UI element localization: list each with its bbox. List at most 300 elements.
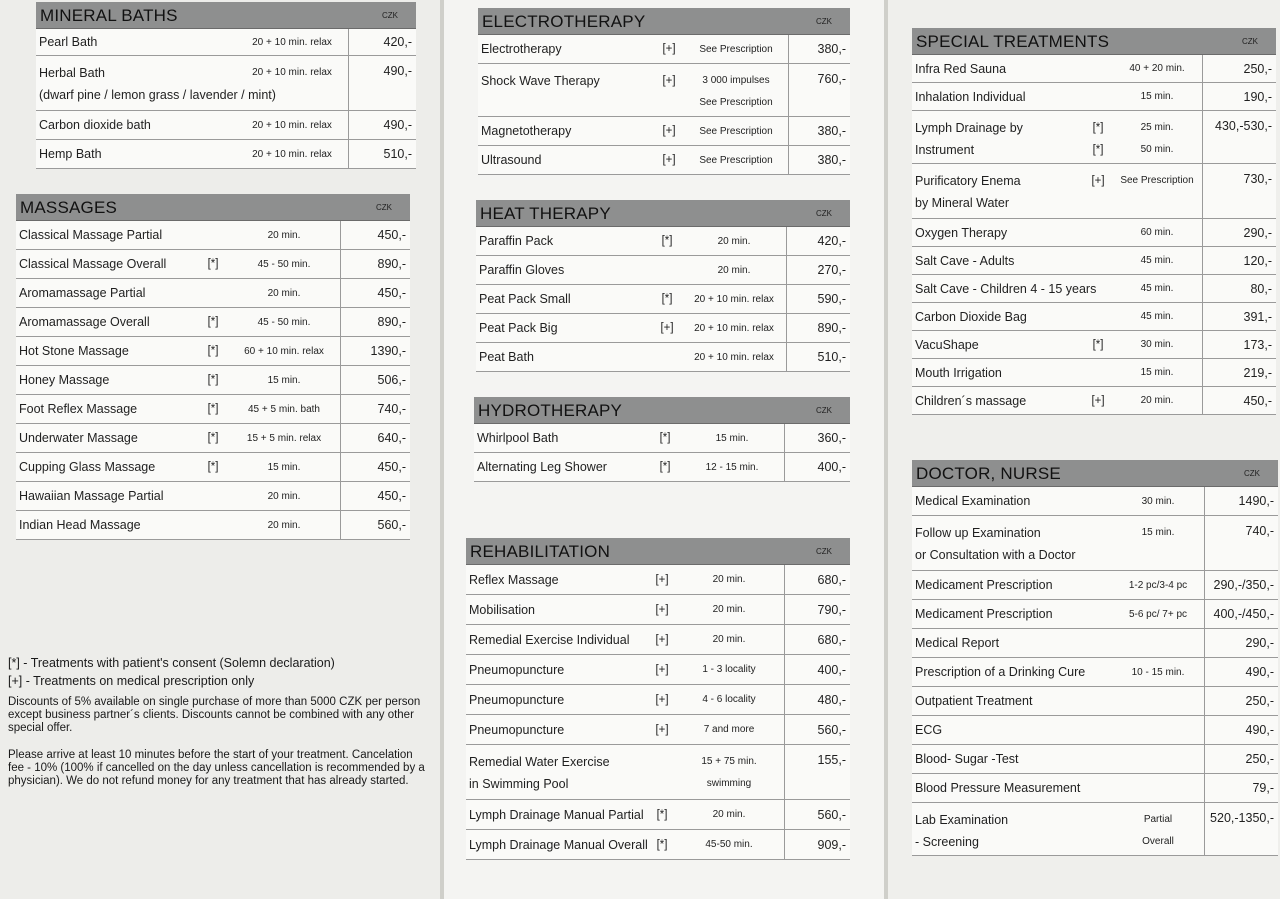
price-row xyxy=(912,219,1276,247)
treatment-price: 250,- xyxy=(1204,687,1278,715)
price-row xyxy=(912,164,1276,219)
treatment-duration: 45 min. xyxy=(1140,255,1174,266)
treatment-mark: [+] xyxy=(662,75,676,87)
section-header xyxy=(912,460,1278,487)
treatment-name: Indian Head Massage xyxy=(19,518,141,532)
treatment-duration: 20 + 10 min. relax xyxy=(252,36,332,48)
treatment-name: Peat Pack Small xyxy=(479,292,571,306)
treatment-price: 490,- xyxy=(1204,716,1278,744)
treatment-name xyxy=(466,745,650,795)
price-row xyxy=(912,658,1278,687)
treatment-duration: 20 min. xyxy=(267,519,301,531)
treatment-price: 890,- xyxy=(340,250,410,278)
hydrotherapy-rows xyxy=(474,424,850,482)
treatment-name: Mouth Irrigation xyxy=(915,365,1002,380)
treatment-name-line1: Purificatory Enema xyxy=(915,174,1021,188)
treatment-name: Salt Cave - Children 4 - 15 years xyxy=(915,281,1097,296)
treatment-mark: [*] xyxy=(207,403,219,415)
price-row xyxy=(912,774,1278,803)
price-row xyxy=(912,516,1278,571)
price-row xyxy=(478,146,850,175)
treatment-price: 490,- xyxy=(348,56,416,110)
treatment-duration: 12 - 15 min. xyxy=(705,461,759,473)
treatment-name xyxy=(912,803,1112,853)
price-row xyxy=(16,424,410,453)
treatment-price: 790,- xyxy=(784,595,850,624)
price-row xyxy=(466,565,850,595)
section-title: DOCTOR, NURSE xyxy=(916,464,1061,483)
treatment-duration: 15 min. xyxy=(267,461,301,473)
treatment-duration: 20 + 10 min. relax xyxy=(252,67,332,78)
price-row xyxy=(912,359,1276,387)
treatment-name-line1: Lymph Drainage by xyxy=(915,121,1023,135)
treatment-duration: 30 min. xyxy=(1140,339,1174,350)
heat-therapy-section xyxy=(476,200,850,372)
treatment-name: Classical Massage Overall xyxy=(19,257,167,271)
section-header xyxy=(476,200,850,227)
treatment-price: 560,- xyxy=(784,800,850,829)
section-title: MINERAL BATHS xyxy=(40,6,178,25)
treatment-price: 760,- xyxy=(788,64,850,116)
treatment-price: 250,- xyxy=(1204,745,1278,773)
treatment-price: 490,- xyxy=(1204,658,1278,686)
treatment-price: 510,- xyxy=(348,140,416,168)
treatment-price: 400,- xyxy=(784,453,850,481)
treatment-mark: [+] xyxy=(1091,394,1105,407)
section-title: HEAT THERAPY xyxy=(480,204,611,223)
price-row xyxy=(16,511,410,540)
price-row xyxy=(912,687,1278,716)
treatment-price: 560,- xyxy=(340,511,410,539)
price-row xyxy=(16,482,410,511)
treatment-duration: 5-6 pc/ 7+ pc xyxy=(1128,608,1188,620)
treatment-mark: [+] xyxy=(655,633,669,646)
treatment-name-line1: Lab Examination xyxy=(915,813,1009,827)
treatment-price xyxy=(1204,803,1278,855)
treatment-duration-line1: 25 min. xyxy=(1140,122,1174,133)
price-row xyxy=(912,629,1278,658)
treatment-mark: [*] xyxy=(1092,338,1104,351)
currency-label: CZK xyxy=(816,17,832,26)
treatment-price: 640,- xyxy=(340,424,410,452)
treatment-price: 400,- xyxy=(784,655,850,684)
treatment-mark: [*] xyxy=(659,432,671,444)
treatment-price xyxy=(1202,111,1276,163)
treatment-duration: 30 min. xyxy=(1141,495,1175,507)
currency-label: CZK xyxy=(1244,469,1260,478)
treatment-mark: [*] xyxy=(207,432,219,444)
treatment-name: Underwater Massage xyxy=(19,431,138,445)
price-row xyxy=(912,303,1276,331)
price-row xyxy=(474,424,850,453)
treatment-duration: 20 + 10 min. relax xyxy=(694,322,774,334)
treatment-duration: 15 min. xyxy=(1141,527,1175,538)
price-row xyxy=(912,275,1276,303)
section-header xyxy=(466,538,850,565)
doctor-nurse-section xyxy=(912,460,1278,856)
treatment-mark: [*] xyxy=(207,345,219,357)
electrotherapy-section xyxy=(478,8,850,175)
treatment-duration: 20 min. xyxy=(717,235,751,247)
treatment-duration: 1 - 3 locality xyxy=(702,664,756,675)
section-title: MASSAGES xyxy=(20,198,118,217)
treatment-price: 590,- xyxy=(786,285,850,313)
section-title: SPECIAL TREATMENTS xyxy=(916,32,1110,51)
treatment-name: Medicament Prescription xyxy=(915,607,1053,621)
currency-label: CZK xyxy=(816,209,832,218)
treatment-duration: 45 min. xyxy=(1140,311,1174,322)
price-row xyxy=(476,343,850,372)
treatment-price: 173,- xyxy=(1202,331,1276,358)
treatment-price: 79,- xyxy=(1204,774,1278,802)
treatment-duration: See Prescription xyxy=(699,43,773,55)
treatment-duration-line2: swimming xyxy=(706,778,752,789)
treatment-duration: 15 + 5 min. relax xyxy=(246,432,322,444)
price-row xyxy=(478,64,850,117)
treatment-price-line1: 520,- xyxy=(1210,811,1239,825)
price-row xyxy=(466,830,850,860)
price-row xyxy=(16,453,410,482)
treatment-mark: [*] xyxy=(659,461,671,473)
fold-line xyxy=(440,0,444,899)
price-row xyxy=(466,800,850,830)
treatment-name: Mobilisation xyxy=(469,602,536,617)
treatment-name: Classical Massage Partial xyxy=(19,228,163,242)
treatment-name: Magnetotherapy xyxy=(481,124,572,138)
treatment-duration: 45 - 50 min. xyxy=(257,258,311,270)
treatment-duration: 45 + 5 min. bath xyxy=(248,403,320,415)
treatment-duration: 20 min. xyxy=(267,229,301,241)
treatment-duration: 20 min. xyxy=(712,604,746,615)
price-row xyxy=(36,56,416,111)
treatment-mark xyxy=(1084,111,1112,161)
treatment-duration: 15 min. xyxy=(715,432,749,444)
treatment-price: 890,- xyxy=(786,314,850,342)
treatment-mark: [+] xyxy=(662,43,676,55)
treatment-name: Hot Stone Massage xyxy=(19,344,129,358)
currency-label: CZK xyxy=(1242,37,1258,46)
treatment-name: Medicament Prescription xyxy=(915,578,1053,592)
duration-line1: 3 000 impulses xyxy=(702,75,770,86)
treatment-name: Reflex Massage xyxy=(469,572,559,587)
treatment-name: Salt Cave - Adults xyxy=(915,253,1015,268)
heat-therapy-rows xyxy=(476,227,850,372)
section-header xyxy=(478,8,850,35)
price-row xyxy=(476,285,850,314)
section-header xyxy=(36,2,416,29)
price-row xyxy=(16,250,410,279)
price-row xyxy=(912,83,1276,111)
treatment-duration: 20 min. xyxy=(717,264,751,276)
treatment-name: Infra Red Sauna xyxy=(915,61,1007,76)
hydrotherapy-section xyxy=(474,397,850,482)
section-title: HYDROTHERAPY xyxy=(478,401,623,420)
treatment-name-line2: by Mineral Water xyxy=(915,196,1010,210)
treatment-name: Lymph Drainage Manual Overall xyxy=(469,837,648,852)
treatment-name: Remedial Exercise Individual xyxy=(469,632,630,647)
treatment-duration: 20 + 10 min. relax xyxy=(252,119,332,131)
treatment-mark-line2: [*] xyxy=(1092,144,1104,156)
massages-rows xyxy=(16,221,410,540)
treatment-name: Aromamassage Partial xyxy=(19,286,146,300)
treatment-duration: See Prescription xyxy=(1120,175,1194,186)
price-row xyxy=(476,227,850,256)
price-row xyxy=(476,256,850,285)
treatment-duration: See Prescription xyxy=(699,125,773,137)
mineral-baths-section xyxy=(36,2,416,169)
treatment-price: 680,- xyxy=(784,625,850,654)
price-row xyxy=(466,745,850,800)
treatment-name: Oxygen Therapy xyxy=(915,225,1008,240)
treatment-price: 490,- xyxy=(348,111,416,139)
treatment-mark xyxy=(650,745,674,751)
treatment-mark: [+] xyxy=(655,723,669,736)
treatment-duration: 7 and more xyxy=(703,724,755,735)
treatment-name: Peat Bath xyxy=(479,350,534,364)
treatment-name: Aromamassage Overall xyxy=(19,315,150,329)
treatment-duration: 60 + 10 min. relax xyxy=(244,345,324,357)
treatment-duration: 40 + 20 min. xyxy=(1129,63,1185,74)
price-row xyxy=(16,221,410,250)
price-row xyxy=(16,395,410,424)
treatment-price: 450,- xyxy=(340,279,410,307)
treatment-name-line2: Instrument xyxy=(915,143,975,157)
treatment-duration: 20 + 10 min. relax xyxy=(694,293,774,305)
price-row xyxy=(912,600,1278,629)
note-star: [*] - Treatments with patient's consent (Solemn declaration) xyxy=(8,656,335,670)
treatment-price: 420,- xyxy=(786,227,850,255)
treatment-price: 290,-/350,- xyxy=(1204,571,1278,599)
treatment-mark: [+] xyxy=(662,125,676,137)
treatment-duration: 10 - 15 min. xyxy=(1131,666,1185,678)
duration-line2: See Prescription xyxy=(699,97,773,108)
treatment-name: Pearl Bath xyxy=(39,35,98,49)
treatment-duration: 15 min. xyxy=(1140,91,1174,102)
treatment-price: 730,- xyxy=(1202,164,1276,218)
treatment-name: Ultrasound xyxy=(481,153,542,167)
treatment-price: 80,- xyxy=(1202,275,1276,302)
treatment-duration: 45 - 50 min. xyxy=(257,316,311,328)
treatment-duration: 20 min. xyxy=(1140,395,1174,406)
treatment-price: 450,- xyxy=(340,221,410,249)
treatment-name: Blood- Sugar -Test xyxy=(915,752,1019,766)
note-plus: [+] - Treatments on medical prescription only xyxy=(8,674,255,688)
price-row xyxy=(16,366,410,395)
treatment-name: Pneumopuncture xyxy=(469,722,565,737)
treatment-name xyxy=(912,111,1084,161)
note-discount: Discounts of 5% available on single purchase of more than 5000 CZK per person except business partner´s clients. Discounts cannot be combined with any other special offer. xyxy=(8,696,421,734)
price-row xyxy=(16,337,410,366)
note-arrival: Please arrive at least 10 minutes before the start of your treatment. Cancelation fee - 10% (100% if cancelled on the day unless cancellation is recommended by a physician). We do not refund money for any treatment that has already started. xyxy=(8,749,425,787)
price-row xyxy=(466,655,850,685)
treatment-price: 155,- xyxy=(784,745,850,799)
price-row xyxy=(476,314,850,343)
treatment-price: 506,- xyxy=(340,366,410,394)
price-row xyxy=(36,140,416,169)
treatment-mark-line1: [*] xyxy=(1092,122,1104,134)
treatment-mark: [+] xyxy=(655,693,669,706)
treatment-duration: See Prescription xyxy=(699,154,773,166)
price-row xyxy=(36,29,416,56)
treatment-mark xyxy=(216,56,236,62)
treatment-price: 360,- xyxy=(784,424,850,452)
treatment-mark: [+] xyxy=(660,322,674,334)
price-row xyxy=(912,571,1278,600)
treatment-name-line1: Follow up Examination xyxy=(915,526,1041,540)
treatment-name: Pneumopuncture xyxy=(469,662,565,677)
section-header xyxy=(16,194,410,221)
treatment-duration: 20 + 10 min. relax xyxy=(252,148,332,160)
treatment-name: Shock Wave Therapy xyxy=(481,74,600,88)
treatment-duration: 4 - 6 locality xyxy=(702,694,756,705)
treatment-name-line2: - Screening xyxy=(915,835,979,849)
treatment-name: VacuShape xyxy=(915,337,979,352)
treatment-duration: 20 min. xyxy=(267,287,301,299)
treatment-name: Medical Report xyxy=(915,636,1000,650)
treatment-price: 510,- xyxy=(786,343,850,371)
price-row xyxy=(912,111,1276,164)
section-title: ELECTROTHERAPY xyxy=(482,12,646,31)
price-row xyxy=(912,803,1278,856)
price-row xyxy=(912,716,1278,745)
currency-label: CZK xyxy=(382,11,398,20)
treatment-duration: 1-2 pc/3-4 pc xyxy=(1128,579,1188,591)
treatment-name: Hemp Bath xyxy=(39,147,102,161)
treatment-price: 400,-/450,- xyxy=(1204,600,1278,628)
treatment-duration-line2: 50 min. xyxy=(1140,144,1174,155)
treatment-name: Lymph Drainage Manual Partial xyxy=(469,807,644,822)
treatment-name xyxy=(36,56,276,106)
treatment-name xyxy=(912,164,1084,214)
treatment-name: Hawaiian Massage Partial xyxy=(19,489,164,503)
treatment-mark: [*] xyxy=(661,293,673,305)
rehabilitation-rows xyxy=(466,565,850,860)
treatment-price: 740,- xyxy=(340,395,410,423)
price-row xyxy=(466,625,850,655)
treatment-duration-line1: 15 + 75 min. xyxy=(701,756,757,767)
massages-section xyxy=(16,194,410,540)
treatment-price: 1490,- xyxy=(1204,487,1278,515)
treatment-name: Pneumopuncture xyxy=(469,692,565,707)
treatment-duration: 45-50 min. xyxy=(705,839,753,850)
treatment-name: Carbon Dioxide Bag xyxy=(915,309,1027,324)
treatment-name: Peat Pack Big xyxy=(479,321,558,335)
treatment-name-line1: Remedial Water Exercise xyxy=(469,755,610,769)
doctor-nurse-rows xyxy=(912,487,1278,856)
treatment-price: 290,- xyxy=(1204,629,1278,657)
treatment-duration: 20 + 10 min. relax xyxy=(694,351,774,363)
treatment-mark: [+] xyxy=(655,573,669,586)
treatment-name: ECG xyxy=(915,723,943,737)
treatment-name-line2: (dwarf pine / lemon grass / lavender / mint) xyxy=(39,88,276,102)
currency-label: CZK xyxy=(816,406,832,415)
treatment-name: Prescription of a Drinking Cure xyxy=(915,665,1086,679)
treatment-price: 391,- xyxy=(1202,303,1276,330)
price-row xyxy=(912,331,1276,359)
treatment-price: 680,- xyxy=(784,565,850,594)
special-treatments-section xyxy=(912,28,1276,415)
price-row xyxy=(466,715,850,745)
treatment-name: Honey Massage xyxy=(19,373,110,387)
treatment-duration: 15 min. xyxy=(1140,367,1174,378)
treatment-mark: [+] xyxy=(662,154,676,166)
price-row xyxy=(912,745,1278,774)
price-row xyxy=(912,487,1278,516)
treatment-duration xyxy=(1112,803,1204,853)
treatment-duration xyxy=(674,745,784,795)
treatment-duration: 60 min. xyxy=(1140,227,1174,238)
treatment-price: 120,- xyxy=(1202,247,1276,274)
treatment-duration: 45 min. xyxy=(1140,283,1174,294)
treatment-name-line2: in Swimming Pool xyxy=(469,777,569,791)
treatment-mark: [+] xyxy=(655,663,669,676)
treatment-price: 560,- xyxy=(784,715,850,744)
treatment-name: Foot Reflex Massage xyxy=(19,402,138,416)
treatment-price-line2: 530,- xyxy=(1243,119,1272,133)
currency-label: CZK xyxy=(376,203,392,212)
treatment-duration xyxy=(1112,111,1202,161)
treatment-duration: 20 min. xyxy=(267,490,301,502)
treatment-name: Inhalation Individual xyxy=(915,89,1026,104)
treatment-price: 740,- xyxy=(1204,516,1278,570)
treatment-price: 480,- xyxy=(784,685,850,714)
treatment-price: 420,- xyxy=(348,29,416,55)
treatment-name: Carbon dioxide bath xyxy=(39,118,151,132)
treatment-mark: [*] xyxy=(207,258,219,270)
treatment-name: Blood Pressure Measurement xyxy=(915,781,1081,795)
treatment-mark: [*] xyxy=(656,808,668,821)
treatment-price: 450,- xyxy=(340,482,410,510)
treatment-name: Electrotherapy xyxy=(481,42,562,56)
treatment-name-line2: or Consultation with a Doctor xyxy=(915,548,1076,562)
treatment-mark: [*] xyxy=(661,235,673,247)
treatment-price: 450,- xyxy=(1202,387,1276,414)
treatment-price: 890,- xyxy=(340,308,410,336)
treatment-name-line1: Herbal Bath xyxy=(39,66,106,80)
price-row xyxy=(478,35,850,64)
treatment-price: 380,- xyxy=(788,35,850,63)
treatment-name: Medical Examination xyxy=(915,494,1031,508)
treatment-name: Alternating Leg Shower xyxy=(477,460,607,474)
price-row xyxy=(16,308,410,337)
currency-label: CZK xyxy=(816,547,832,556)
treatment-duration: 20 min. xyxy=(712,574,746,585)
treatment-name: Cupping Glass Massage xyxy=(19,460,156,474)
treatment-price: 219,- xyxy=(1202,359,1276,386)
treatment-mark: [+] xyxy=(655,603,669,616)
fold-line xyxy=(884,0,888,899)
treatment-mark: [*] xyxy=(207,374,219,386)
treatment-name: Paraffin Pack xyxy=(479,234,554,248)
price-row xyxy=(912,387,1276,415)
treatment-name: Paraffin Gloves xyxy=(479,263,565,277)
price-row xyxy=(16,279,410,308)
treatment-price: 290,- xyxy=(1202,219,1276,246)
treatment-duration: 20 min. xyxy=(712,809,746,820)
rehabilitation-section xyxy=(466,538,850,860)
price-row xyxy=(466,595,850,625)
section-title: REHABILITATION xyxy=(470,542,611,561)
price-row xyxy=(912,55,1276,83)
treatment-price: 450,- xyxy=(340,453,410,481)
treatment-duration-line1: Partial xyxy=(1143,814,1173,825)
treatment-price: 250,- xyxy=(1202,55,1276,82)
treatment-name: Outpatient Treatment xyxy=(915,694,1033,708)
treatment-price: 270,- xyxy=(786,256,850,284)
treatment-duration xyxy=(684,64,788,114)
price-row xyxy=(912,247,1276,275)
treatment-price: 190,- xyxy=(1202,83,1276,110)
